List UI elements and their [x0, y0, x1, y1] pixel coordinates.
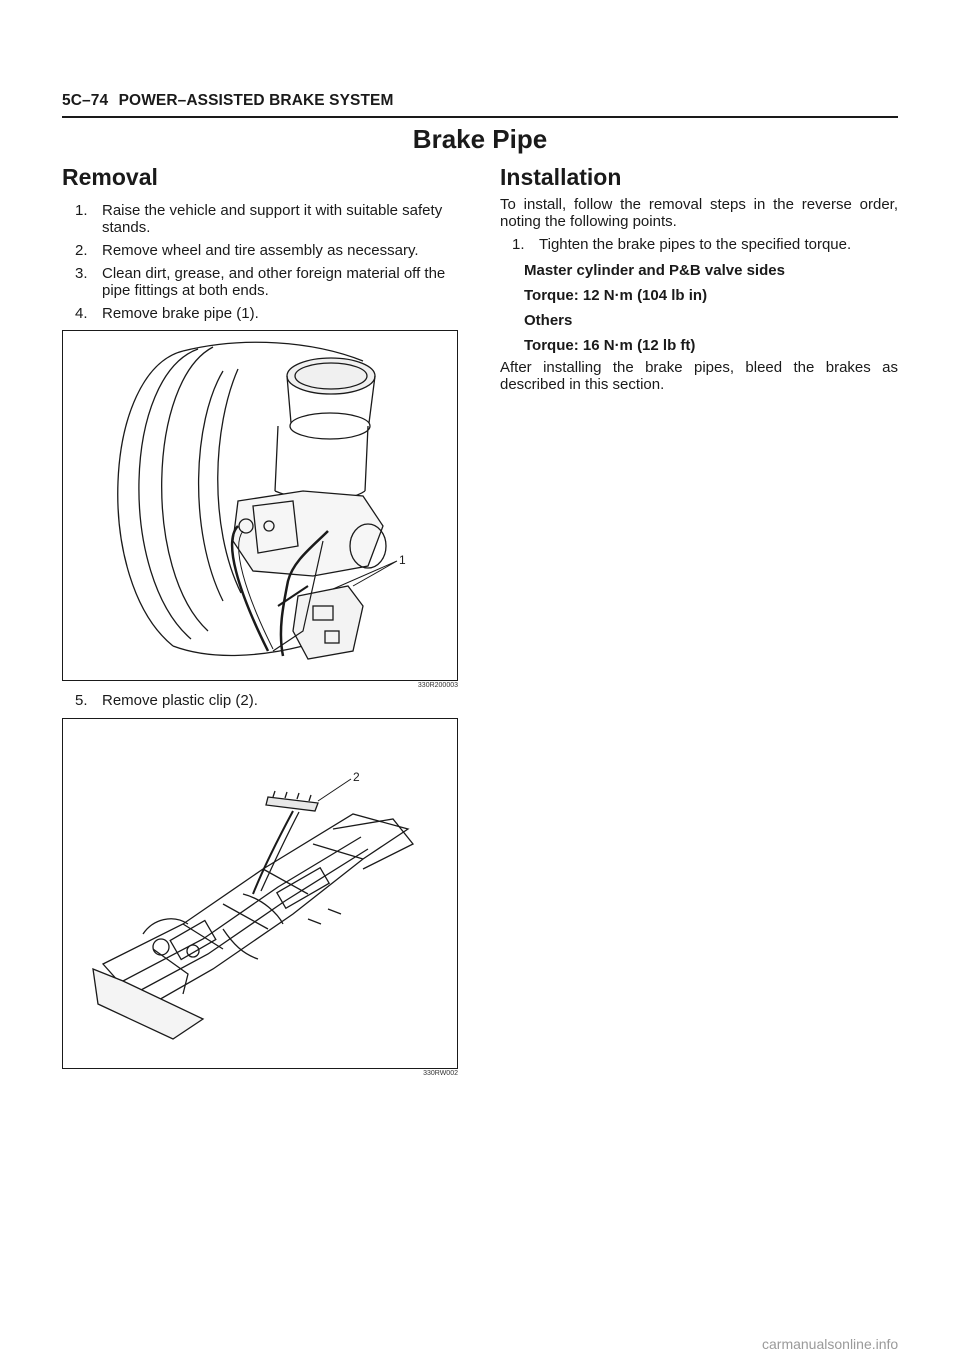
spec2-label: Others — [524, 312, 573, 329]
removal-step — [75, 242, 462, 259]
step-text: Clean dirt, grease, and other foreign material off the pipe fittings at both ends. — [102, 265, 446, 299]
step-number: 5. — [75, 692, 88, 709]
installation-outro: After installing the brake pipes, bleed the brakes as described in this section. — [500, 359, 898, 393]
removal-step — [75, 305, 462, 322]
installation-step — [512, 236, 898, 253]
page-code: 5C–74 — [62, 92, 109, 109]
step-text: Remove brake pipe (1). — [102, 305, 259, 322]
page-title: Brake Pipe — [412, 124, 548, 154]
removal-steps-1-4 — [75, 202, 462, 328]
removal-step — [75, 692, 462, 709]
figure-brake-pipe — [62, 330, 458, 681]
figure1-code: 330R200003 — [417, 682, 458, 689]
spec1-label: Master cylinder and P&B valve sides — [524, 262, 785, 279]
removal-step — [75, 265, 462, 299]
removal-step — [75, 202, 462, 236]
removal-steps-5 — [75, 692, 462, 715]
page-header — [62, 92, 393, 110]
master-cylinder-illustration — [63, 331, 457, 680]
figure2-callout: 2 — [353, 770, 360, 784]
step-text: Remove wheel and tire assembly as necessary. — [102, 242, 419, 259]
step-number: 2. — [75, 242, 88, 259]
figure1-callout: 1 — [399, 553, 406, 567]
header-rule — [62, 116, 898, 118]
removal-heading: Removal — [62, 164, 158, 190]
section-title: POWER–ASSISTED BRAKE SYSTEM — [118, 92, 394, 109]
step-number: 3. — [75, 265, 88, 282]
spec1-torque: Torque: 12 N·m (104 lb in) — [524, 287, 708, 304]
figure2-code: 330RW002 — [423, 1070, 458, 1077]
step-number: 1. — [512, 236, 525, 253]
step-text: Tighten the brake pipes to the specified torque. — [539, 236, 852, 253]
step-number: 4. — [75, 305, 88, 322]
figure-plastic-clip — [62, 718, 458, 1069]
step-text: Remove plastic clip (2). — [102, 692, 258, 709]
installation-intro: To install, follow the removal steps in the reverse order, noting the following points. — [500, 196, 898, 230]
installation-heading: Installation — [500, 164, 622, 190]
frame-illustration — [63, 719, 457, 1068]
step-text: Raise the vehicle and support it with suitable safety stands. — [102, 202, 443, 236]
step-number: 1. — [75, 202, 88, 219]
installation-step-1 — [512, 236, 898, 259]
spec2-torque: Torque: 16 N·m (12 lb ft) — [524, 337, 696, 354]
watermark: carmanualsonline.info — [762, 1336, 899, 1352]
